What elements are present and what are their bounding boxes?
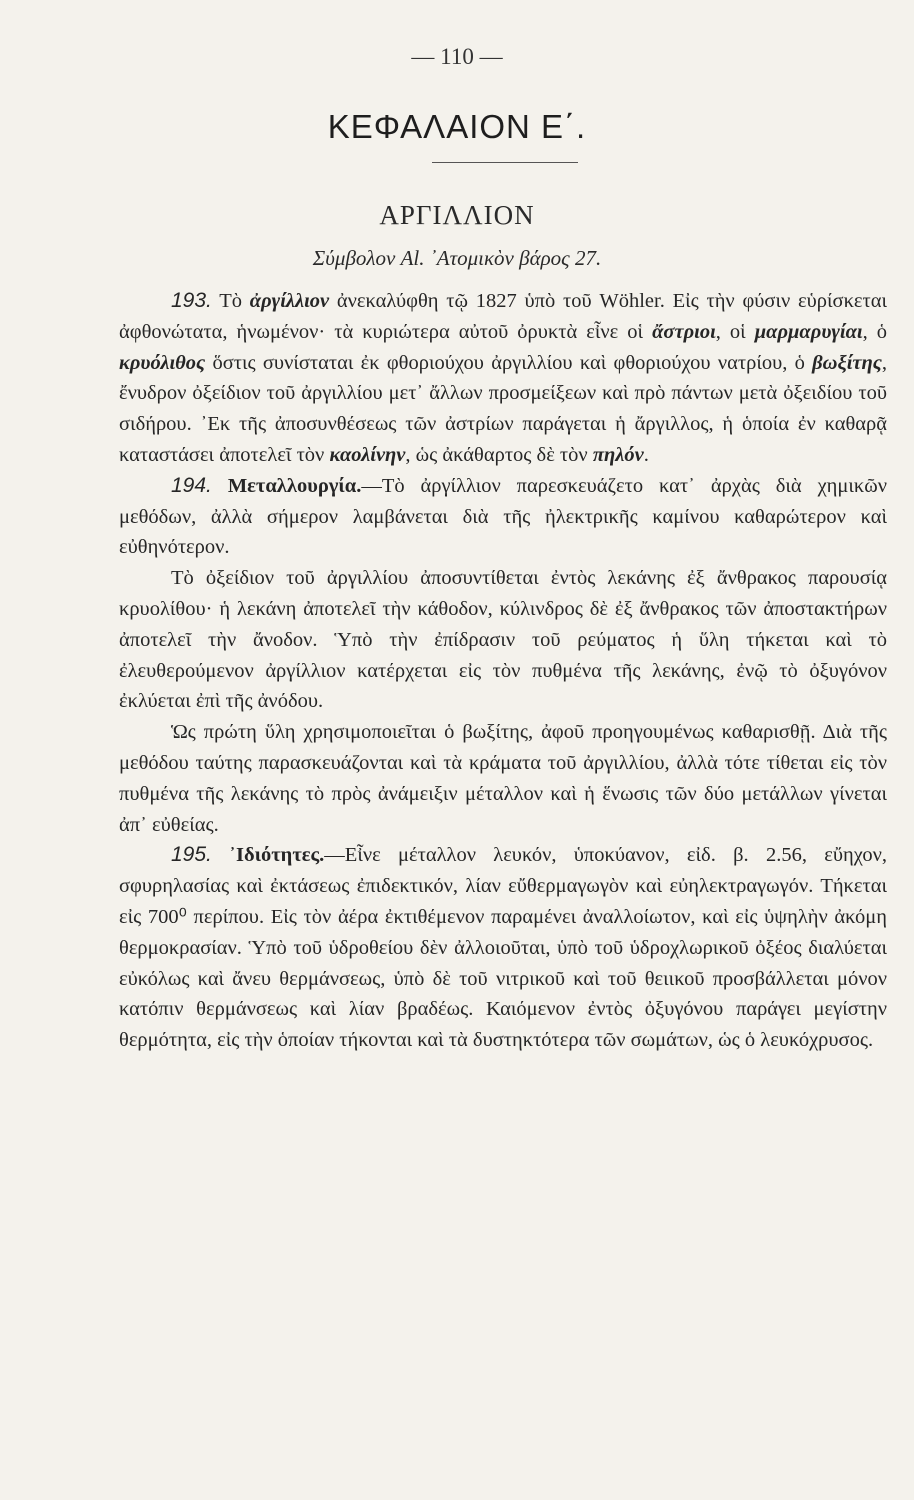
- body-text: [119, 286, 887, 1056]
- term-feldspar: ἄστριοι: [652, 320, 716, 343]
- section-number: 195.: [171, 843, 212, 867]
- paragraph-electrolysis: Τὸ ὀξείδιον τοῦ ἀργιλλίου ἀποσυντίθεται ἐντὸς λεκάνης ἐξ ἄνθρακος παρουσίᾳ κρυολίθου· ἡ λεκάνη ἀποτελεῖ τὴν κάθοδον, κύλινδρος δὲ ἐξ ἄνθρακος τῶν ἀποστακτήρων ἀποτελεῖ τὴν ἄνοδον. Ὑπὸ τὴν ἐπίδρασιν τοῦ ρεύματος ἡ ὕλη τήκεται καὶ τὸ ἐλευθερούμενον ἀργίλλιον κατέρχεται εἰς τὸν πυθμένα τῆς λεκάνης, ἐνῷ τὸ ὀξυγόνον ἐκλύεται ἐπὶ τῆς ἀνόδου.: [119, 567, 887, 713]
- term-clay: πηλόν: [592, 443, 644, 466]
- section-number: 194.: [171, 473, 212, 497]
- text-run: ἀνεκαλύφθη τῷ 1827 ὑπὸ τοῦ Wöhler. Εἰς τὴν φύσιν εὑρίσκεται ἀφθονώτατα, ἡνωμένον· τὰ κυριώτερα αὐτοῦ ὀρυκτὰ εἶνε οἱ: [119, 290, 887, 343]
- text-run: , οἱ: [715, 320, 755, 343]
- paragraph-194: [119, 471, 887, 563]
- text-run: , ἔνυδρον ὀξείδιον τοῦ ἀργιλλίου μετ᾿ ἄλλων προσμείξεων καὶ πρὸ πάντων μετὰ ὀξειδίου τοῦ σιδήρου. ᾿Εκ τῆς ἀποσυνθέσεως τῶν ἀστρίων παράγεται ἡ ἄργιλλος, ἡ ὁποία ἐν καθαρᾷ καταστάσει ἀποτελεῖ τὸν: [119, 351, 887, 466]
- section-title: ΑΡΓΙΛΛΙΟΝ: [379, 200, 535, 230]
- text-run: —Τὸ ἀργίλλιον παρεσκευάζετο κατ᾿ ἀρχὰς διὰ χημικῶν μεθόδων, ἀλλὰ σήμερον λαμβάνεται διὰ τῆς ἠλεκτρικῆς καμίνου καθαρώτερον καὶ εὐθηνότερον.: [119, 474, 888, 559]
- element-symbol-line: Σύμβολον Al. ᾿Ατομικὸν βάρος 27.: [312, 246, 602, 270]
- text-run: ὅστις συνίσταται ἐκ φθοριούχου ἀργιλλίου καὶ φθοριούχου νατρίου, ὁ: [205, 351, 813, 374]
- divider: [432, 162, 578, 163]
- heading-metallurgy: Μεταλλουργία.: [227, 474, 362, 497]
- text-run: [212, 844, 229, 866]
- page-number: — 110 —: [411, 44, 503, 69]
- text-run: , ὡς ἀκάθαρτος δὲ τὸν: [405, 443, 593, 466]
- text-run: —Εἶνε μέταλλον λευκόν, ὑποκύανον, εἰδ. β. 2.56, εὔηχον, σφυρηλασίας καὶ ἐκτάσεως ἐπιδεκτικόν, λίαν εὔθερμαγωγὸν καὶ εὐηλεκτραγωγόν. Τήκεται εἰς 700⁰ περίπου. Εἰς τὸν ἀέρα ἐκτιθέμενον παραμένει ἀναλλοίωτον, καὶ εἰς ὑψηλὴν ἀκόμη θερμοκρασίαν. Ὑπὸ τοῦ ὑδροθείου δὲν ἀλλοιοῦται, ὑπὸ τοῦ ὑδροχλωρικοῦ ὀξέος διαλύεται εὐκόλως καὶ ἄνευ θερμάνσεως, ὑπὸ δὲ τοῦ νιτρικοῦ καὶ τοῦ θειικοῦ προσβάλλεται μόνον κατόπιν θερμάνσεως καὶ λίαν βραδέως. Καιόμενον ἐντὸς ὀξυγόνου παράγει μεγίστην θερμότητα, εἰς τὴν ὁποίαν τήκονται καὶ τὰ δυστηκτότερα τῶν σωμάτων, ὡς ὁ λευκόχρυσος.: [119, 844, 888, 1052]
- term-bauxite: βωξίτης: [812, 351, 882, 374]
- term-cryolite: κρυόλιθος: [119, 351, 206, 374]
- text-run: [212, 475, 228, 497]
- section-number: 193.: [171, 289, 212, 312]
- term-kaolin: καολίνην: [329, 443, 406, 466]
- heading-properties: ᾿Ιδιότητες.: [229, 844, 325, 867]
- paragraph-193: [119, 286, 887, 471]
- paragraph-195: [119, 840, 887, 1056]
- term-mica: μαρμαρυγίαι: [754, 320, 863, 343]
- text-run: , ὁ: [862, 320, 888, 343]
- paragraph-raw-material: Ὡς πρώτη ὕλη χρησιμοποιεῖται ὁ βωξίτης, ἀφοῦ προηγουμένως καθαρισθῇ. Διὰ τῆς μεθόδου ταύτης παρασκευάζονται καὶ τὰ κράματα τοῦ ἀργιλλίου, ἀλλὰ τότε τίθεται εἰς τὸν πυθμένα τῆς λεκάνης τὸ πρὸς ἀνάμειξιν μέταλλον καὶ ἡ ἕνωσις τῶν δύο μετάλλων γίνεται ἀπ᾿ εὐθείας.: [119, 721, 887, 836]
- text-run: .: [643, 443, 649, 466]
- chapter-heading: ΚΕΦΑΛΑΙΟΝ Ε΄.: [327, 108, 587, 145]
- text-run: Τὸ: [211, 290, 250, 312]
- term-aluminium: ἀργίλλιον: [249, 290, 330, 312]
